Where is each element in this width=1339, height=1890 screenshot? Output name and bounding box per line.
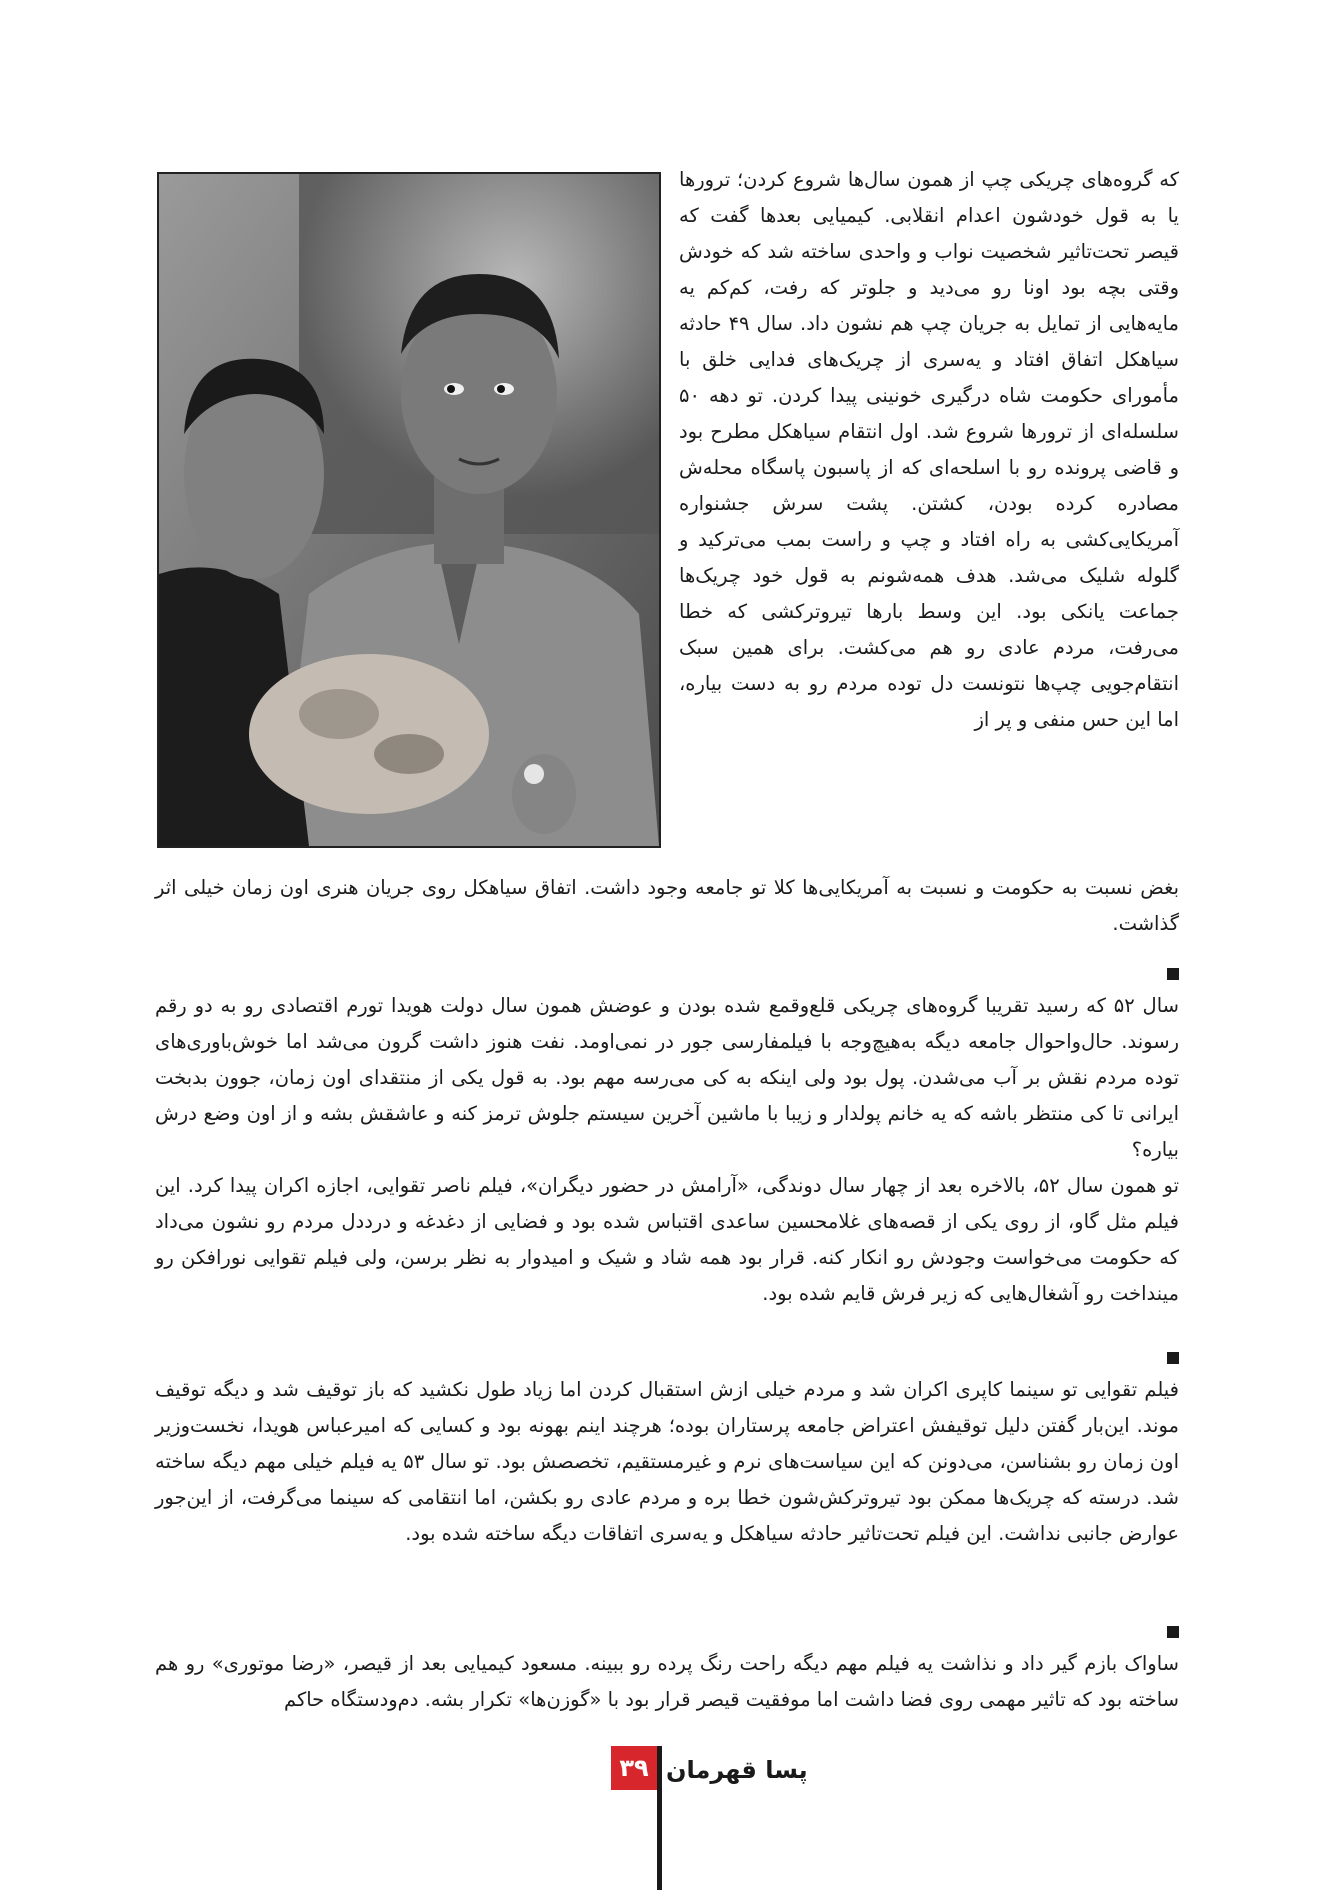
article-section-1 xyxy=(155,988,1179,1312)
film-still-photo xyxy=(157,172,661,848)
paragraph-text: تو همون سال ۵۲، بالاخره بعد از چهار سال دوندگی، «آرامش در حضور دیگران»، فیلم ناصر تقوایی، اجازه اکران پیدا کرد. این فیلم مثل گاو، از روی یکی از قصه‌های غلامحسین ساعدی اقتباس شده بود و فضایی از دغدغه و درددل مردم رو نشون می‌داد که حکومت می‌خواست وجودش رو انکار کنه. قرار بود همه شاد و شیک و امیدوار به نظر برسن، ولی فیلم تقوایی نورافکن رو مینداخت رو آشغال‌هایی که زیر فرش قایم شده بود. xyxy=(155,1174,1179,1305)
article-paragraph-top-continued xyxy=(155,870,1179,942)
film-still-illustration xyxy=(159,174,659,846)
footer-vertical-rule xyxy=(657,1746,662,1890)
paragraph-text: ساواک بازم گیر داد و نذاشت یه فیلم مهم دیگه راحت رنگ پرده رو ببینه. مسعود کیمیایی بعد از قیصر، «رضا موتوری» رو هم ساخته بود که تاثیر مهمی روی فضا داشت اما موفقیت قیصر قرار بود با «گوزن‌ها» تکرار بشه. دم‌ودستگاه حاکم xyxy=(155,1652,1179,1711)
page-number-badge: ۳۹ xyxy=(611,1746,657,1790)
paragraph-text: بغض نسبت به حکومت و نسبت به آمریکایی‌ها کلا تو جامعه وجود داشت. اتفاق سیاهکل روی جریان هنری اون زمان خیلی اثر گذاشت. xyxy=(155,876,1179,935)
section-bullet-square xyxy=(1167,968,1179,980)
paragraph-text: سال ۵۲ که رسید تقریبا گروه‌های چریکی قلع‌وقمع شده بودن و عوضش همون سال دولت هویدا تورم اقتصادی رو به دو رقم رسوند. حال‌واحوال جامعه دیگه به‌هیچ‌وجه با فیلمفارسی جور در نمی‌اومد. نفت هنوز داشت گرون می‌شد اما خوش‌باوری‌های توده مردم نقش بر آب می‌شدن. پول بود ولی اینکه به کی می‌رسه مهم بود. به قول یکی از منتقدای اون زمان، جوون بدبخت ایرانی تا کی منتظر باشه که یه خانم پولدار و زیبا با ماشین آخرین سیستم جلوش ترمز کنه و عاشقش بشه و از اون وضع درش بیاره؟ xyxy=(155,994,1180,1161)
paragraph-text: که گروه‌های چریکی چپ از همون سال‌ها شروع کردن؛ ترورها یا به قول خودشون اعدام انقلابی. کیمیایی بعدها گفت که قیصر تحت‌تاثیر شخصیت نواب و واحدی ساخته شد که خودش وقتی بچه بود اونا رو می‌دید و جلوتر که رفت، کم‌کم یه مایه‌هایی از تمایل به جریان چپ هم نشون داد. سال ۴۹ حادثه سیاهکل اتفاق افتاد و یه‌سری از چریک‌های فدایی خلق با مأمورای حکومت شاه درگیری خونینی پیدا کردن. تو دهه ۵۰ سلسله‌ای از ترورها شروع شد. اول انتقام سیاهکل مطرح بود و قاضی پرونده رو با اسلحه‌ای که از پاسبون پاسگاه محله‌ش مصادره کرده بودن، کشتن. پشت سرش جشنواره آمریکایی‌کشی به راه افتاد و چپ و راست بمب می‌ترکید و گلوله شلیک می‌شد. هدف همه‌شونم به قول خود چریک‌ها جماعت یانکی بود. این وسط بارها تیروترکشی که خطا می‌رفت، مردم عادی رو هم می‌کشت. برای همین سبک انتقام‌جویی چپ‌ها نتونست دل توده مردم رو به دست بیاره، اما این حس منفی و پر از xyxy=(679,168,1179,731)
article-section-2 xyxy=(155,1372,1179,1552)
magazine-title: پسا قهرمان xyxy=(666,1756,808,1784)
article-paragraph-top xyxy=(679,162,1179,738)
section-bullet-square xyxy=(1167,1352,1179,1364)
section-bullet-square xyxy=(1167,1626,1179,1638)
article-section-3 xyxy=(155,1646,1179,1718)
paragraph-text: فیلم تقوایی تو سینما کاپری اکران شد و مردم خیلی ازش استقبال کردن اما زیاد طول نکشید که باز توقیف شد و دیگه توقیف موند. این‌بار گفتن دلیل توقیفش اعتراض جامعه پرستاران بوده؛ هرچند اینم بهونه بود و کسایی که امیرعباس هویدا، نخست‌وزیر اون زمان رو بشناسن، می‌دونن که این سیاست‌های نرم و غیرمستقیم، تخصصش بود. تو سال ۵۳ یه فیلم خیلی مهم دیگه ساخته شد. درسته که چریک‌ها ممکن بود تیروترکش‌شون خطا بره و مردم عادی رو بکشن، اما انتقامی که سینما می‌گرفت، از این‌جور عوارض جانبی نداشت. این فیلم تحت‌تاثیر حادثه سیاهکل و یه‌سری اتفاقات دیگه ساخته شده بود. xyxy=(155,1378,1180,1545)
